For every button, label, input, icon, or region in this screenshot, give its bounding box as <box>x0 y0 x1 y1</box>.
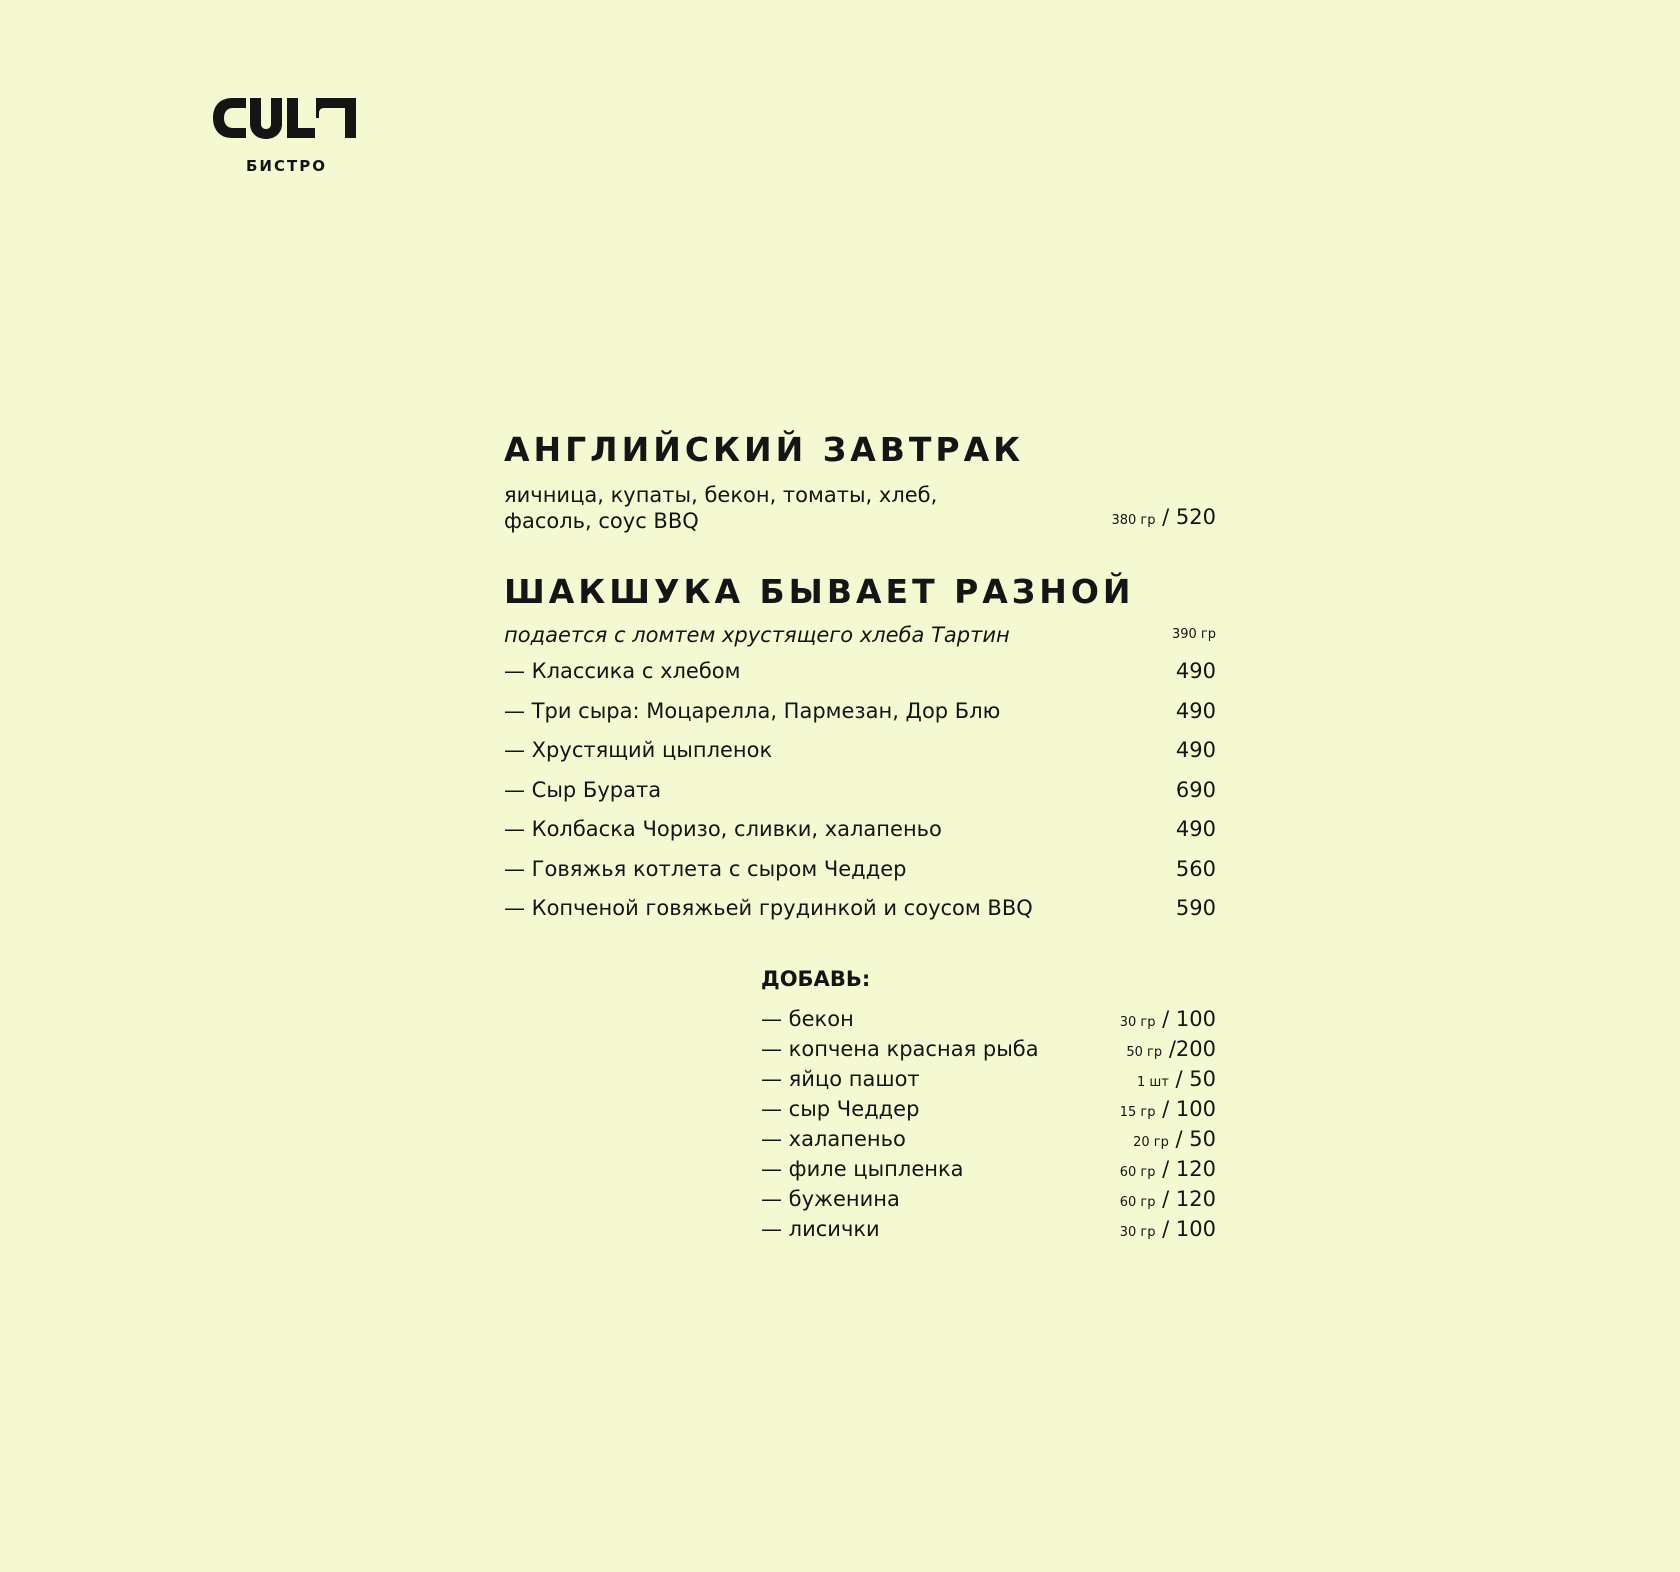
logo-subtitle: БИСТРО <box>246 157 327 175</box>
english-breakfast-price <box>1111 504 1216 534</box>
price: / 100 <box>1162 1007 1216 1031</box>
addon-name: — халапеньо <box>761 1127 906 1151</box>
menu-item-name: — Хрустящий цыпленок <box>504 738 773 762</box>
weight: 50 гр <box>1126 1045 1163 1060</box>
shakshuka-subtitle: подается с ломтем хрустящего хлеба Тартин <box>504 623 1010 647</box>
menu-item <box>504 777 1216 817</box>
price: / 120 <box>1162 1157 1216 1181</box>
menu-item <box>504 698 1216 738</box>
addon-price <box>1137 1066 1216 1096</box>
addon-name: — яйцо пашот <box>761 1067 920 1091</box>
menu-item-name: — Классика с хлебом <box>504 659 741 683</box>
menu-item-name: — Говяжья котлета с сыром Чеддер <box>504 856 907 881</box>
weight: 60 гр <box>1119 1165 1156 1180</box>
shakshuka-title: ШАКШУКА БЫВАЕТ РАЗНОЙ <box>504 572 1135 611</box>
shakshuka-items <box>504 658 1216 935</box>
menu-item <box>504 658 1216 698</box>
menu-item-name: — Копченой говяжьей грудинкой и соусом BBQ <box>504 896 1033 920</box>
addon-price <box>1120 1216 1216 1246</box>
addon-name: — бекон <box>761 1007 854 1031</box>
menu <box>504 430 1216 935</box>
addon-price <box>1120 1006 1216 1036</box>
addon-price <box>1120 1156 1216 1186</box>
menu-item-price: 560 <box>1175 856 1216 881</box>
weight: 30 гр <box>1119 1225 1156 1240</box>
menu-item-price: 590 <box>1175 896 1216 920</box>
logo <box>210 94 360 178</box>
menu-item-name: — Колбаска Чоризо, сливки, халапеньо <box>504 817 942 841</box>
price: / 100 <box>1162 1217 1216 1241</box>
addon-item <box>761 1036 1216 1066</box>
english-breakfast-title: АНГЛИЙСКИЙ ЗАВТРАК <box>504 430 1025 469</box>
english-breakfast-description <box>504 482 1216 534</box>
menu-item-price: 490 <box>1175 698 1216 723</box>
addon-item <box>761 1096 1216 1126</box>
menu-item <box>504 816 1216 856</box>
price: / 520 <box>1162 505 1216 529</box>
addon-price <box>1133 1126 1216 1156</box>
shakshuka-subtitle-row <box>504 622 1216 648</box>
description-line: фасоль, соус BBQ <box>504 509 699 533</box>
menu-item <box>504 737 1216 777</box>
menu-item <box>504 895 1216 935</box>
addon-item <box>761 1186 1216 1216</box>
price: / 50 <box>1175 1067 1216 1091</box>
menu-item-price: 490 <box>1175 817 1216 841</box>
addon-item <box>761 1156 1216 1186</box>
addon-item <box>761 1216 1216 1246</box>
description-line: яичница, купаты, бекон, томаты, хлеб, <box>504 483 938 507</box>
weight: 380 гр <box>1111 513 1156 528</box>
addon-item <box>761 1066 1216 1096</box>
menu-item-name: — Три сыра: Моцарелла, Пармезан, Дор Блю <box>504 698 1001 723</box>
addon-name: — филе цыпленка <box>761 1157 964 1181</box>
menu-item <box>504 856 1216 896</box>
menu-item-name: — Сыр Бурата <box>504 777 662 802</box>
cult-logo-icon <box>210 94 360 150</box>
addons <box>761 966 1216 1246</box>
addon-price <box>1120 1096 1216 1126</box>
price: /200 <box>1168 1037 1216 1061</box>
price: / 100 <box>1162 1097 1216 1121</box>
menu-item-price: 690 <box>1175 777 1216 802</box>
weight: 1 шт <box>1136 1075 1169 1090</box>
weight: 60 гр <box>1119 1195 1156 1210</box>
price: / 120 <box>1162 1187 1216 1211</box>
addon-price <box>1126 1036 1216 1066</box>
weight: 30 гр <box>1119 1015 1156 1030</box>
addon-name: — лисички <box>761 1217 880 1241</box>
shakshuka-weight: 390 гр <box>1171 627 1216 642</box>
addon-name: — сыр Чеддер <box>761 1097 920 1121</box>
addon-name: — копчена красная рыба <box>761 1037 1039 1061</box>
menu-item-price: 490 <box>1175 659 1216 683</box>
addon-item <box>761 1126 1216 1156</box>
menu-item-price: 490 <box>1175 738 1216 762</box>
addon-name: — буженина <box>761 1187 900 1211</box>
weight: 20 гр <box>1133 1135 1169 1150</box>
price: / 50 <box>1175 1127 1216 1151</box>
addon-price <box>1120 1186 1216 1216</box>
addons-title: ДОБАВЬ: <box>761 967 871 991</box>
weight: 15 гр <box>1119 1105 1156 1120</box>
addon-item <box>761 1006 1216 1036</box>
